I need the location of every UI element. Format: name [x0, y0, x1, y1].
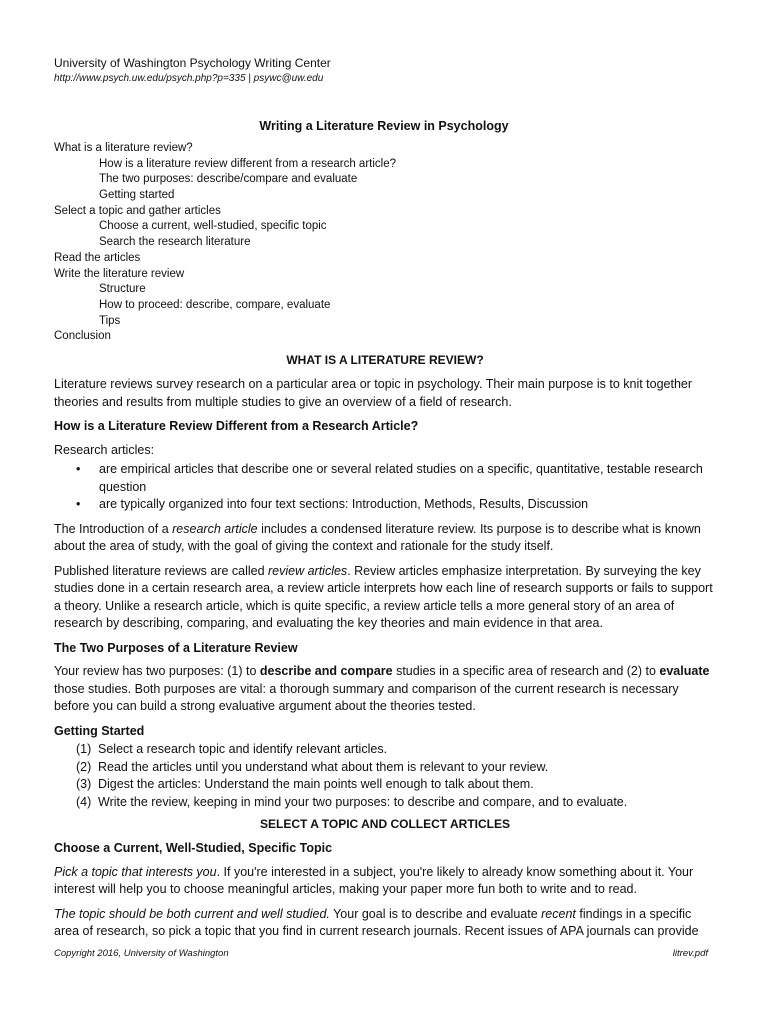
getting-started-steps [54, 741, 716, 811]
toc-item: What is a literature review? [54, 142, 193, 154]
toc-item: Structure [99, 283, 146, 296]
text-run: Your goal is to describe and evaluate [329, 906, 542, 921]
step-number: (2) [76, 759, 92, 774]
introduction-paragraph [54, 521, 716, 556]
text-run: Your review has two purposes: (1) to [54, 664, 260, 678]
purposes-heading: The Two Purposes of a Literature Review [54, 640, 298, 655]
toc-item: Search the research literature [99, 236, 251, 249]
choose-topic-heading: Choose a Current, Well-Studied, Specific Topic [54, 841, 333, 855]
italic-term: recent [541, 906, 576, 921]
toc-item: How is a literature review different from a research article? [99, 157, 396, 170]
document-header [54, 56, 331, 85]
copyright-text: Copyright 2016, University of Washington [54, 948, 229, 959]
step-text: Write the review, keeping in mind your two purposes: to describe and compare, and to evaluate. [98, 794, 628, 809]
italic-term: Pick a topic that interests you [54, 864, 217, 879]
section-title-what-is: WHAT IS A LITERATURE REVIEW? [286, 353, 484, 367]
list-item [54, 759, 716, 777]
list-item [54, 496, 716, 514]
text-run: findings in a specific area of research, so pick a topic that you find in current research journals. Recent issues of APA journals can provide [54, 906, 699, 938]
bullet-icon: • [76, 497, 81, 511]
getting-started-heading: Getting Started [54, 723, 145, 738]
bullet-text: are empirical articles that describe one or several related studies on a specific, quantitative, testable research question [99, 462, 703, 494]
different-heading: How is a Literature Review Different from a Research Article? [54, 419, 419, 433]
step-text: Digest the articles: Understand the main points well enough to talk about them. [98, 777, 534, 791]
review-articles-paragraph [54, 563, 716, 633]
step-number: (4) [76, 794, 92, 809]
toc-item: Write the literature review [54, 267, 185, 280]
purposes-paragraph [54, 663, 716, 716]
list-item [54, 741, 716, 759]
bold-term: describe and compare [259, 664, 393, 678]
step-text: Read the articles until you understand what about them is relevant to your review. [98, 759, 549, 774]
table-of-contents [54, 141, 396, 345]
italic-term: review articles [268, 563, 348, 578]
step-text: Select a research topic and identify relevant articles. [98, 742, 388, 756]
contact-url[interactable]: http://www.psych.uw.edu/psych.php?p=335 | psywc@uw.edu [54, 73, 324, 84]
text-run: studies in a specific area of research and (2) to [392, 664, 660, 678]
list-item [54, 776, 716, 794]
toc-item: Conclusion [54, 330, 111, 343]
org-name: University of Washington Psychology Writing Center [54, 56, 331, 70]
bold-term: evaluate [659, 664, 710, 678]
list-item [54, 794, 716, 812]
toc-item: Read the articles [54, 251, 141, 264]
what-is-paragraph: Literature reviews survey research on a particular area or topic in psychology. Their main purpose is to knit together theories and results from multiple studies to give an overview of a field of research. [54, 377, 693, 409]
text-run: those studies. Both purposes are vital: a thorough summary and comparison of the current research is necessary before you can build a strong evaluative argument about the theories tested. [54, 681, 679, 713]
document-title: Writing a Literature Review in Psychology [259, 119, 509, 133]
text-run: Published literature reviews are called [54, 563, 268, 578]
document-body [54, 352, 716, 948]
toc-item: Select a topic and gather articles [54, 204, 221, 217]
bullet-icon: • [76, 462, 81, 476]
text-run: . Review articles emphasize interpretation. By surveying the key studies done in a certain research area, a review article interprets how each line of research supports or fails to support a theory. Unlike a research article, which is quite specific, a review article tells a more general story of an area of research by describing, comparing, and evaluating the key theories and main evidence in that area. [54, 563, 713, 630]
toc-item: Choose a current, well-studied, specific topic [99, 220, 327, 233]
step-number: (1) [76, 742, 92, 756]
step-number: (3) [76, 777, 92, 791]
file-name: litrev.pdf [672, 948, 708, 959]
toc-item: The two purposes: describe/compare and evaluate [99, 173, 358, 186]
research-article-bullets [54, 461, 716, 514]
list-item [54, 461, 716, 496]
toc-item: Getting started [99, 189, 175, 202]
text-run: includes a condensed literature review. Its purpose is to describe what is known about the area of study, with the goal of giving the context and rationale for the study itself. [54, 521, 701, 553]
text-run: The Introduction of a [54, 521, 173, 536]
research-articles-label: Research articles: [54, 442, 155, 457]
italic-term: research article [172, 521, 258, 536]
section-title-select: SELECT A TOPIC AND COLLECT ARTICLES [259, 817, 510, 831]
italic-term: The topic should be both current and well studied. [54, 906, 330, 921]
toc-item: Tips [99, 314, 121, 327]
text-run: . If you're interested in a subject, you're likely to already know something about it. Your interest will help you to choose meaningful articles, making your paper more fun both to write and to read. [54, 864, 694, 896]
pick-topic-paragraph [54, 864, 716, 899]
page-footer [54, 948, 708, 959]
current-topic-paragraph [54, 906, 716, 941]
bullet-text: are typically organized into four text sections: Introduction, Methods, Results, Discussion [99, 497, 589, 511]
toc-item: How to proceed: describe, compare, evaluate [99, 298, 331, 311]
